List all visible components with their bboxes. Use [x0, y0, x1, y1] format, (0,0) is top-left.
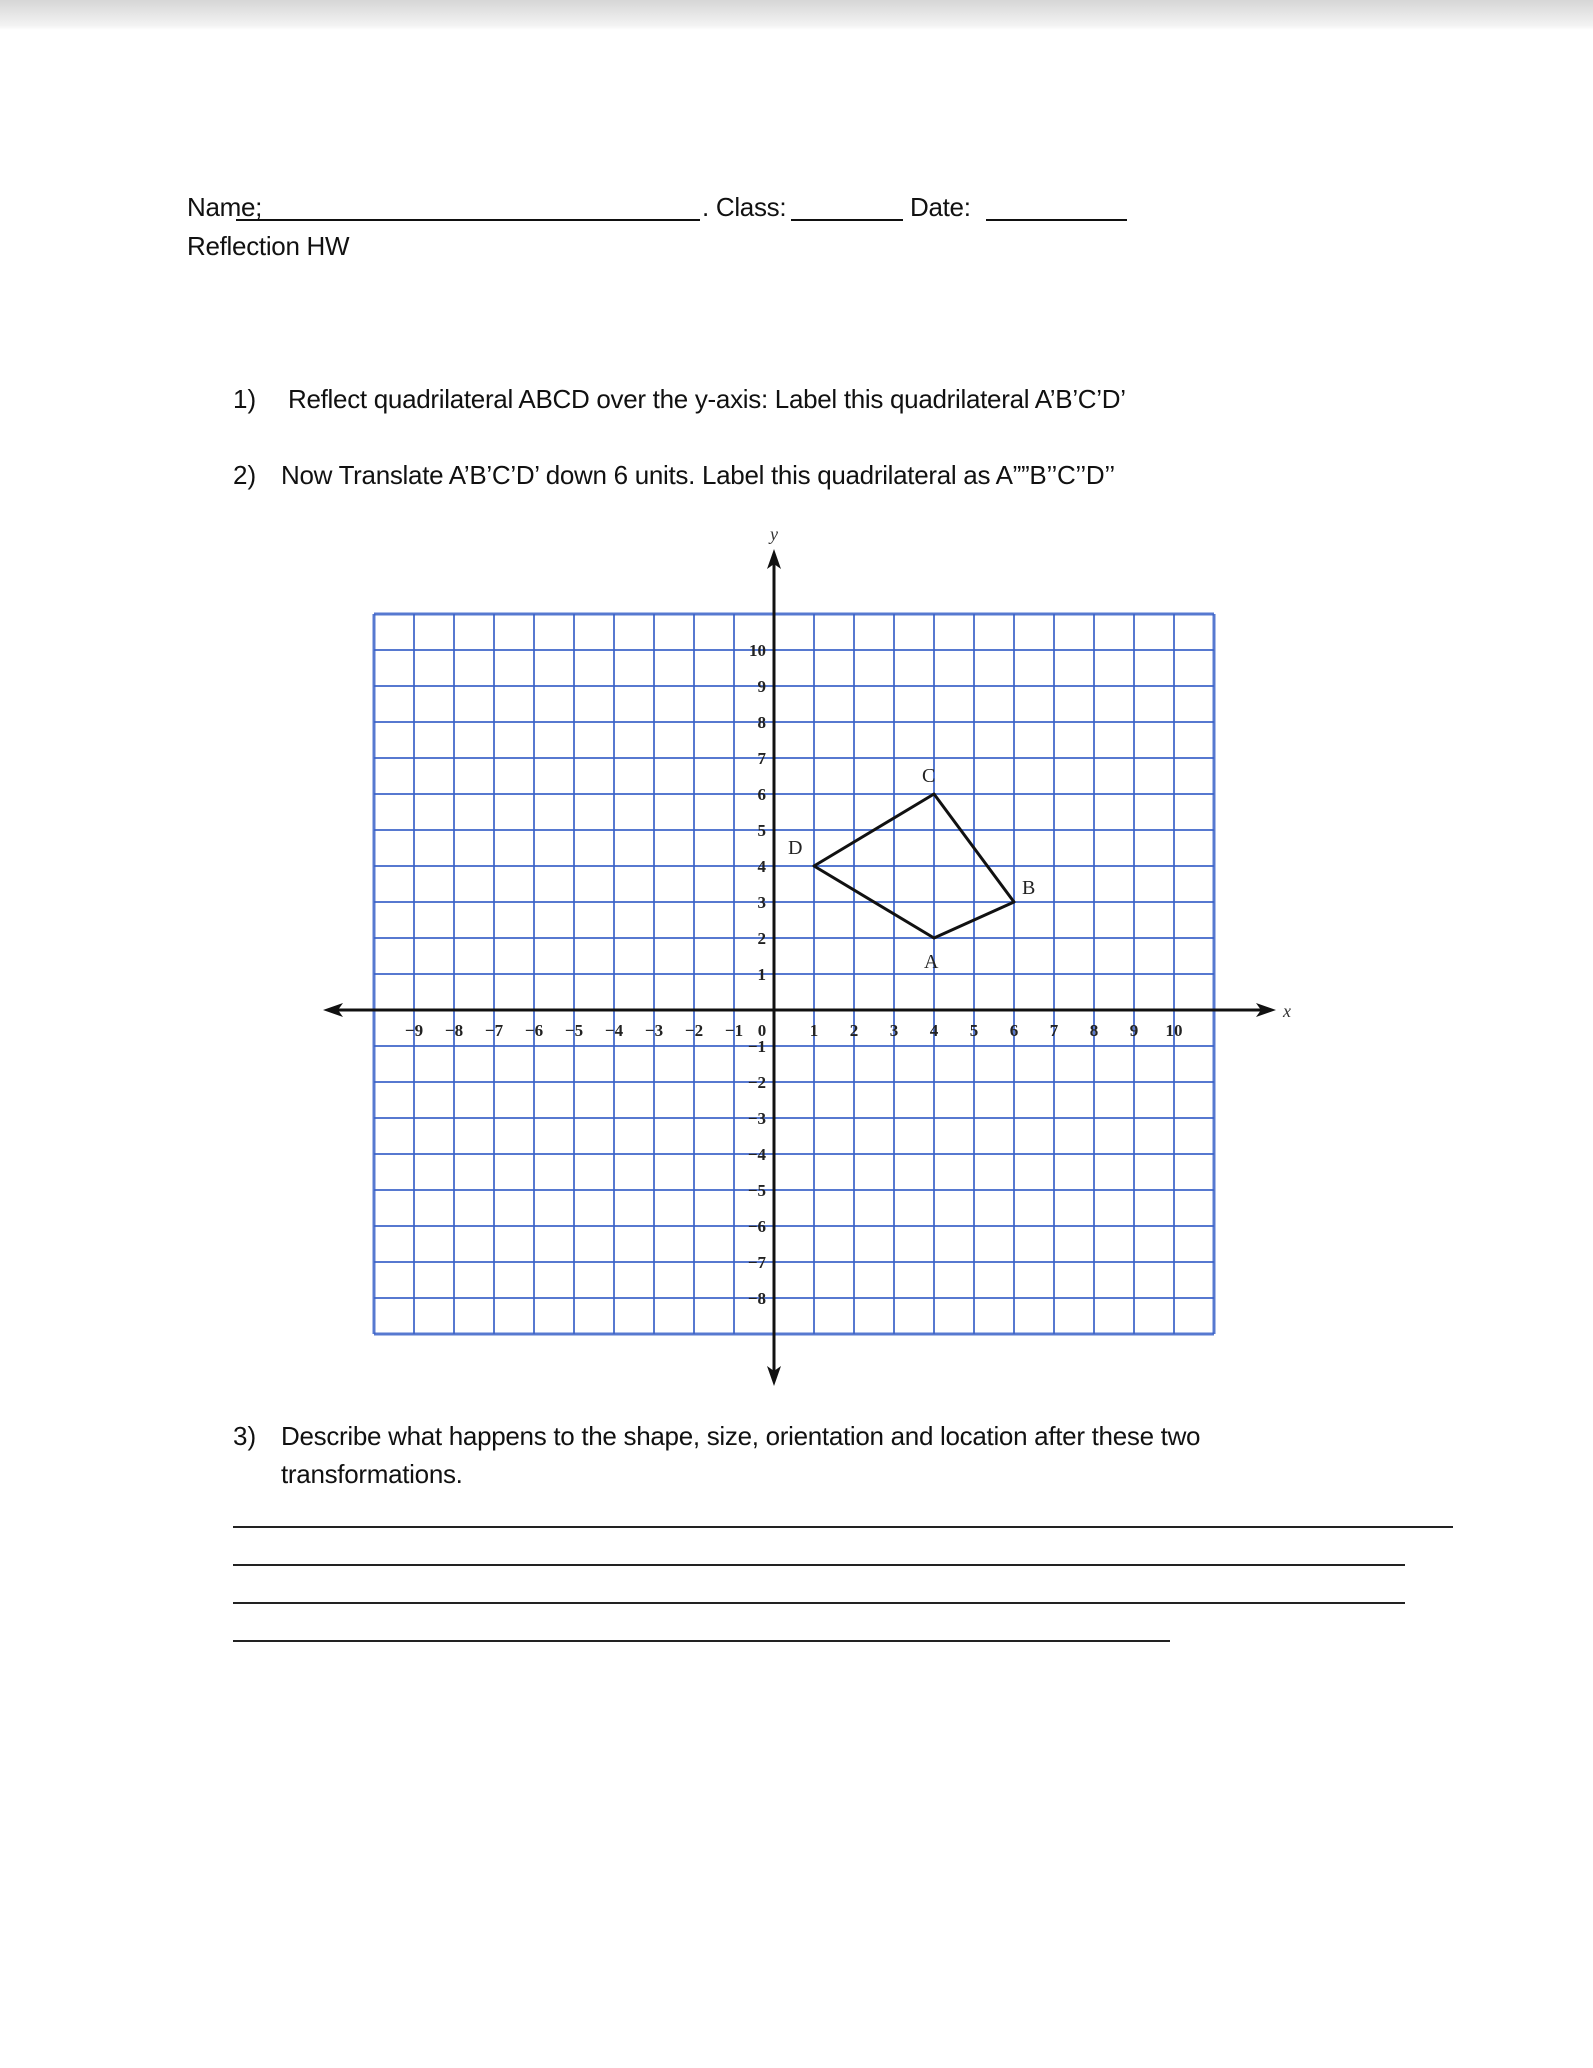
y-tick-label: 2 — [757, 929, 766, 948]
worksheet-title: Reflection HW — [187, 231, 350, 261]
y-tick-label: 7 — [757, 749, 766, 768]
x-tick-label: 10 — [1165, 1021, 1183, 1040]
x-tick-label: −3 — [644, 1021, 664, 1040]
y-tick-label: 3 — [757, 893, 766, 912]
x-tick-label: 7 — [1049, 1021, 1059, 1040]
x-tick-label: 6 — [1009, 1021, 1019, 1040]
x-tick-label: 0 — [757, 1021, 767, 1040]
x-tick-label: 3 — [889, 1021, 899, 1040]
answer-line-3[interactable] — [233, 1602, 1405, 1604]
question-number: 2) — [233, 460, 257, 490]
answer-line-2[interactable] — [233, 1564, 1405, 1566]
y-tick-label: −3 — [747, 1109, 766, 1128]
x-tick-label: −8 — [444, 1021, 464, 1040]
x-tick-label: −7 — [484, 1021, 504, 1040]
y-tick-label: 8 — [757, 713, 766, 732]
x-tick-label: 4 — [929, 1021, 939, 1040]
y-tick-label: 10 — [749, 641, 766, 660]
x-tick-label: −2 — [684, 1021, 704, 1040]
x-tick-label: −5 — [564, 1021, 584, 1040]
vertex-label-a: A — [924, 951, 939, 973]
y-tick-label: −4 — [747, 1145, 766, 1164]
x-tick-label: 1 — [809, 1021, 819, 1040]
vertex-label-c: C — [922, 765, 936, 787]
vertex-label-d: D — [788, 837, 803, 859]
y-tick-label: 6 — [757, 785, 766, 804]
question-text-line-2: transformations. — [281, 1459, 463, 1489]
question-text: Reflect quadrilateral ABCD over the y-axis: Label this quadrilateral A’B’C’D’ — [288, 384, 1126, 414]
x-tick-label: −6 — [524, 1021, 544, 1040]
question-number: 1) — [233, 384, 257, 414]
question-text-line-1: Describe what happens to the shape, size, orientation and location after these two — [281, 1421, 1201, 1451]
x-tick-label: 2 — [849, 1021, 859, 1040]
y-tick-label: 4 — [757, 857, 766, 876]
x-tick-label: 5 — [969, 1021, 979, 1040]
class-label: . Class: — [702, 192, 787, 222]
y-axis-label: y — [770, 524, 778, 544]
y-tick-label: 5 — [757, 821, 766, 840]
x-tick-label: −9 — [404, 1021, 424, 1040]
question-number: 3) — [233, 1421, 257, 1451]
x-tick-label: 8 — [1089, 1021, 1099, 1040]
vertex-label-b: B — [1022, 877, 1036, 899]
date-label: Date: — [910, 192, 971, 222]
question-text: Now Translate A’B’C’D’ down 6 units. Label this quadrilateral as A””B’’C’’D’’ — [281, 460, 1115, 490]
y-tick-label: −6 — [747, 1217, 766, 1236]
y-tick-label: 1 — [757, 965, 766, 984]
y-tick-label: −1 — [747, 1037, 766, 1056]
y-tick-label: −5 — [747, 1181, 766, 1200]
answer-line-1[interactable] — [233, 1526, 1453, 1528]
answer-line-4[interactable] — [233, 1640, 1170, 1642]
y-tick-label: −8 — [747, 1289, 766, 1308]
y-tick-label: −7 — [747, 1253, 766, 1272]
x-tick-label: −4 — [604, 1021, 624, 1040]
y-tick-label: 9 — [757, 677, 766, 696]
x-axis-label: x — [1283, 1001, 1291, 1021]
x-tick-label: −1 — [724, 1021, 744, 1040]
y-tick-label: −2 — [747, 1073, 766, 1092]
x-tick-label: 9 — [1129, 1021, 1139, 1040]
name-label: Name; — [187, 192, 263, 222]
